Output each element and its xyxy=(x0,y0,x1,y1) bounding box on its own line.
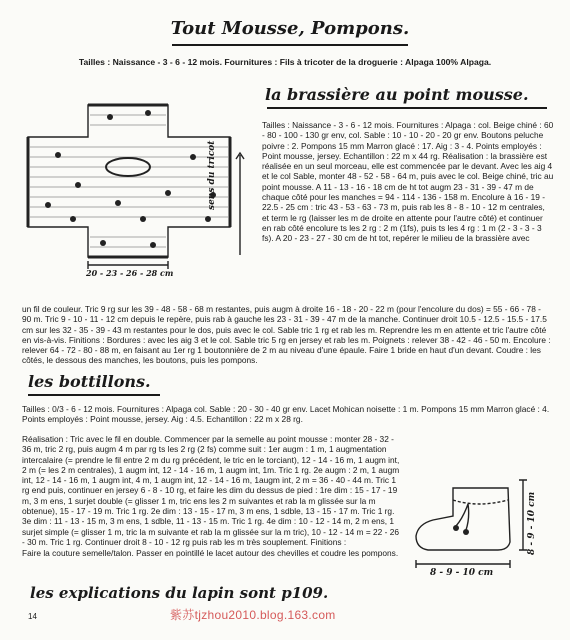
page-title: Tout Mousse, Pompons. xyxy=(170,18,410,39)
bottillons-instructions: Réalisation : Tric avec le fil en double. Commencer par la semelle au point mousse : monter 28 - 32 - 36 m, tric 2 rg, puis augm 4 m par rg ts les 2 rg (2 fs) comme suit : 1er augm : 1 m, 1 augmentation intercalaire (= prendre le fil entre 2 m du rg précédent, le tric en le torciant), 12 - 14 - 16 m, 1 augm int, 2 m (= les 2 m centrales), 1 augm int, 12 - 14 - 16 m, 1 augm int, 1m. Tric 1 rg. 2e augm : 2 m, 1 augm int, 12 - 14 - 16 m, 1 augm int, 4 m, 1 augm int, 12 - 14 - 16 m, 1augm int, 2 m = 36 - 40 - 44 m. Tric 1 rg end puis, continuer en jersey 6 - 8 - 10 rg, et faire les dim du dessus de pied : 1re dim : 15 - 17 - 19 m, 3 m ens, 1 surjet double (= glisser 1 m, tric ens les 2 m suivantes et rab la m glissée sur la m obtenue), 15 - 17 - 19 m. Tric 1 rg. 2e dim : 13 - 15 - 17 m, 3 m ens, 1 sdble, 13 - 15 - 17 m. Tric 1 rg. 3e dim : 11 - 13 - 15 m, 3 m ens, 1 sdble, 11 - 13 - 15 m. Tric 1 rg. 4e dim : 10 - 12 - 14 m, 2 m ens, 1 surjet simple (= glisser 1 m, tric la m suivante et rab la m glissée sur la m tric), 10 - 12 - 14 m = 22 - 26 - 30 m. Tric 1 rg. Continuer droit 8 - 10 - 12 rg puis rab les m très souplement. Finitions : xyxy=(22,434,400,547)
bottillons-title: les bottillons. xyxy=(28,372,151,391)
bottillons-title-underline xyxy=(28,394,160,396)
bottillons-finishing: Faire la couture semelle/talon. Passer en pointillé le lacet autour des chevilles et coudre les pompons. xyxy=(22,548,399,558)
brassiere-title-underline xyxy=(267,107,547,109)
brassiere-title: la brassière au point mousse. xyxy=(265,85,529,104)
title-underline xyxy=(172,44,408,46)
bootie-height-label: 8 - 9 - 10 cm xyxy=(527,491,537,555)
watermark: 紫苏tjzhou2010.blog.163.com xyxy=(170,608,336,622)
footer-note: les explications du lapin sont p109. xyxy=(30,584,329,602)
brassiere-width-label: 20 - 23 - 26 - 28 cm xyxy=(86,268,174,278)
bottillons-header-text: Tailles : 0/3 - 6 - 12 mois. Fournitures : Alpaga col. Sable : 20 - 30 - 40 gr env. Lacet Mohican noisette : 1 m. Pompons 15 mm Marron glacé : 4. Points employés : Point mousse, jersey. Aig : 4.5. Echantillon : 22 m x 28 rg. xyxy=(22,404,550,425)
header-line: Tailles : Naissance - 3 - 6 - 12 mois. Fournitures : Fils à tricoter de la droguerie : Alpaga 100% Alpaga. xyxy=(78,57,492,67)
page-number: 14 xyxy=(28,612,37,621)
brassiere-instructions: Tailles : Naissance - 3 - 6 - 12 mois. Fournitures : Alpaga : col. Beige chiné : 60 - 80 - 100 - 130 gr env, col. Sable : 10 - 10 - 20 - 20 gr env. Boutons peluche poivre : 2. Pompons 15 mm Marron glacé : 17. Aig : 3 - 4. Points employés : Point mousse, jersey. Echantillon : 22 m x 44 rg. Réalisation : la brassière est réalisée en un seul morceau, elle est commencée par le devant. Avec les aig 4 et le col Sable, monter 48 - 52 - 58 - 64 m, puis avec le col. Beige chiné, tric au point mousse. A 11 - 13 - 16 - 18 cm de ht tot augm 23 - 31 - 39 - 47 m de chaque côté pour les manches = 94 - 114 - 136 - 158 m. Encolure à 16 - 19 - 22.5 - 25 cm : tric 43 - 53 - 63 - 73 m, puis rab les 8 - 8 - 10 - 12 m centrales, et term le rg (laisser les m de droite en attente pour l'autre côté) et continuer en rab côté encolure ts les 2 rg : 2 m (1fs), puis ts les 4 rg : 1 m (2 - 3 - 3 - 3 fs). A 20 - 23 - 27 - 30 cm de ht tot, repérer le milieu de la brassière avec xyxy=(262,120,554,244)
brassiere-direction-label: sens du tricot xyxy=(207,140,217,210)
brassiere-instructions-continued: un fil de couleur. Tric 9 rg sur les 39 - 48 - 58 - 68 m restantes, puis augm à droite 16 - 18 - 20 - 22 m (pour l'encolure du dos) = 55 - 66 - 78 - 90 m. Tric 9 - 10 - 11 - 12 cm depuis le repère, puis rab à gauche les 23 - 31 - 39 - 47 m de la manche. Continuer droit 10.5 - 12.5 - 15.5 - 17.5 cm sur les 32 - 35 - 39 - 43 m restantes pour le dos, puis avec le col. Sable tric 1 rg et rab les m. Reprendre les m en attente et tric l'autre côté en vis-à-vis. Finitions : Bordures : avec les aig 3 et le col. Sable tric 5 rg en jersey et rab les m. Poignets : relever 38 - 42 - 46 - 50 m. Encolure : relever 64 - 72 - 80 - 88 m, en faisant au 1er rg 1 boutonnière de 2 m au niveau d'une épaule. Faire 1 bride en haut d'un devant. Coudre : les côtés, le dessous des manches, les boutons, puis les pompons. xyxy=(22,304,551,366)
brassiere-sketch xyxy=(18,95,258,285)
bootie-length-label: 8 - 9 - 10 cm xyxy=(430,568,494,578)
